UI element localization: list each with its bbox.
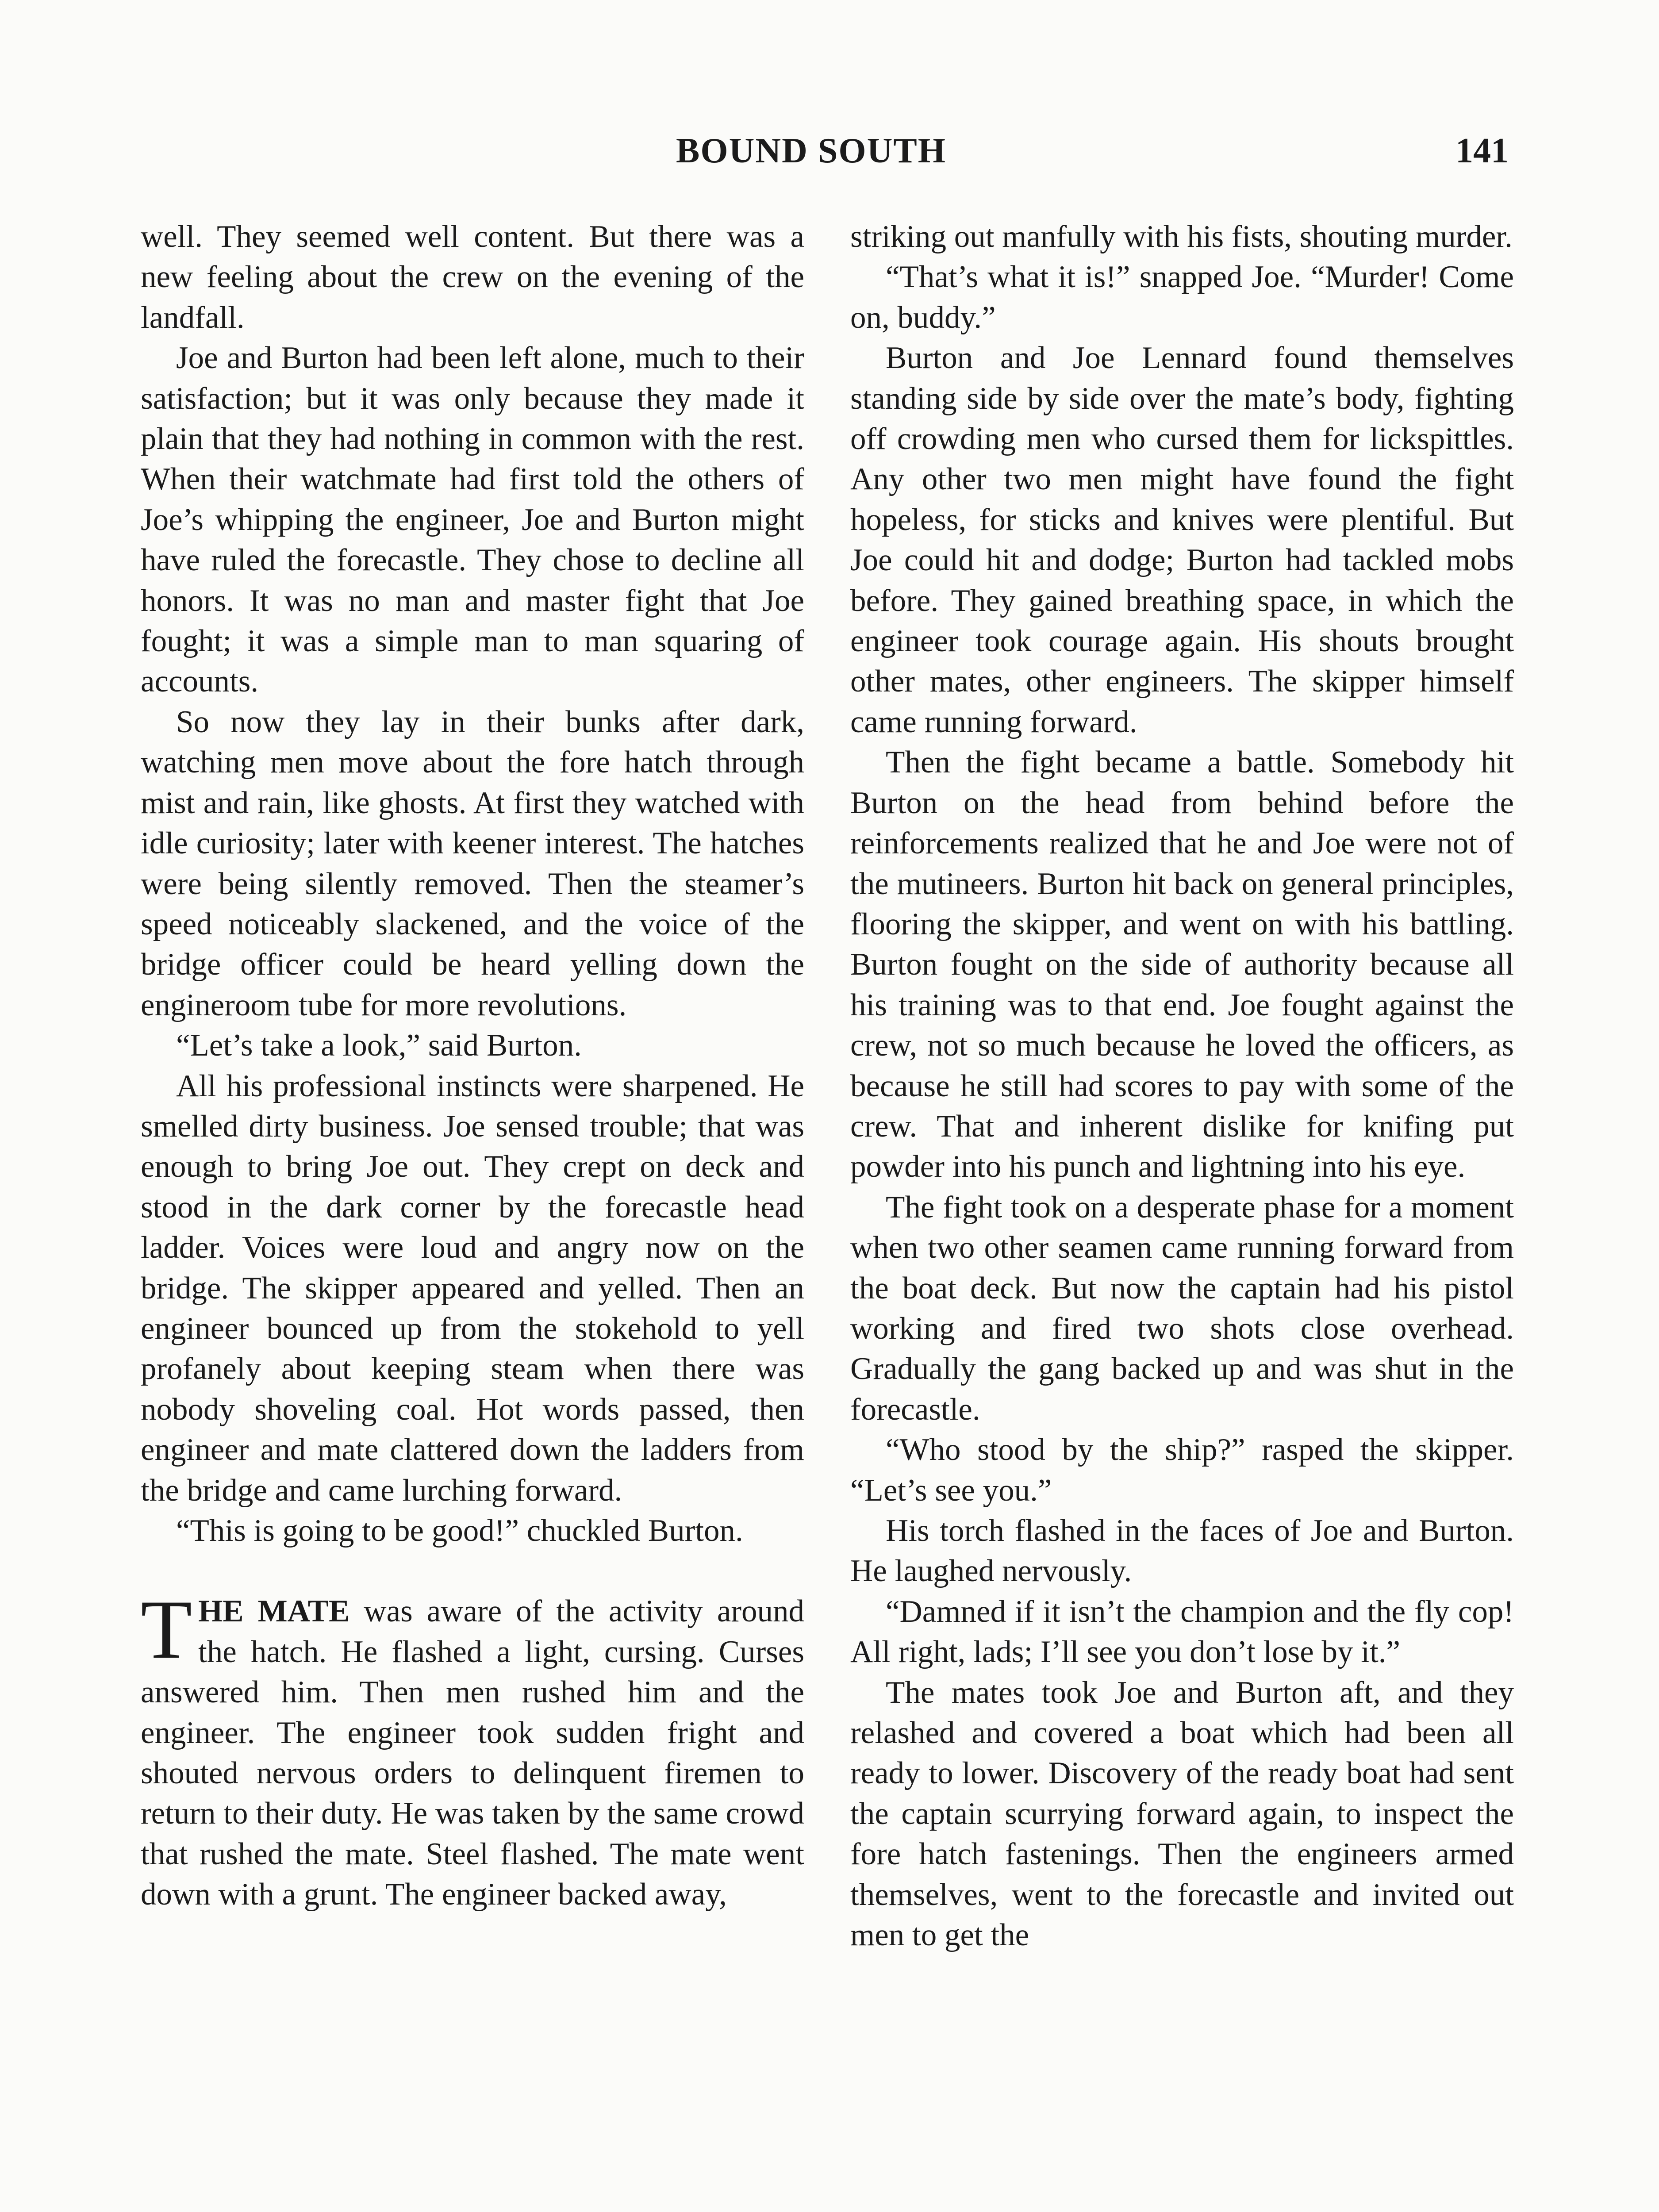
running-header (0, 131, 1659, 180)
paragraph: So now they lay in their bunks after dark, watching men move about the fore hatch through mist and rain, like ghosts. At first they watched with idle curiosity; later with keener interest. The hatches were being silently removed. Then the steamer’s speed noticeably slackened, and the voice of the bridge officer could be heard yelling down the engineroom tube for more revolutions. (141, 704, 804, 1022)
paragraph: “That’s what it is!” snapped Joe. “Murder! Come on, buddy.” (850, 260, 1514, 335)
section-opening-paragraph (141, 1583, 804, 1915)
paragraph: “Let’s take a look,” said Burton. (176, 1028, 582, 1063)
page-number: 141 (1455, 131, 1509, 170)
right-column (850, 217, 1514, 1955)
paragraph: Then the fight became a battle. Somebody hit Burton on the head from behind before the reinforcements realized that he and Joe were not of the mutineers. Burton hit back on general principles, flooring the skipper, and went on with his battling. Burton fought on the side of authority because all his training was to that end. Joe fought against the crew, not so much because he loved the officers, as because he still had scores to pay with some of the crew. That and inherent dislike for knifing put powder into his punch and lightning into his eye. (850, 745, 1514, 1184)
paragraph-text: was aware of the activity around the hatch. He flashed a light, cursing. Curses answered him. Then men rushed him and the engineer. The engineer took sudden fright and shouted nervous orders to delinquent firemen to return to their duty. He was taken by the same crowd that rushed the mate. Steel flashed. The mate went down with a grunt. The engineer backed away, (141, 1594, 804, 1912)
section-break (141, 1551, 804, 1591)
lead-in-words: HE MATE (198, 1594, 350, 1629)
paragraph: Joe and Burton had been left alone, much to their satisfaction; but it was only because they made it plain that they had nothing in common with the rest. When their watchmate had first told the others of Joe’s whipping the engineer, Joe and Burton might have ruled the forecastle. They chose to decline all honors. It was no man and master fight that Joe fought; it was a simple man to man squaring of accounts. (141, 341, 804, 699)
paragraph: The mates took Joe and Burton aft, and they relashed and covered a boat which had been all ready to lower. Discovery of the ready boat had sent the captain scurrying forward again, to inspect the fore hatch fastenings. Then the engineers armed themselves, went to the forecastle and invited out men to get the (850, 1675, 1514, 1953)
left-column (141, 217, 804, 1915)
paragraph: His torch flashed in the faces of Joe and Burton. He laughed nervously. (850, 1513, 1514, 1589)
drop-cap: T (141, 1583, 192, 1677)
paragraph: The fight took on a desperate phase for a moment when two other seamen came running forward from the boat deck. But now the captain had his pistol working and fired two shots close overhead. Gradually the gang backed up and was shut in the forecastle. (850, 1190, 1514, 1427)
paragraph: striking out manfully with his fists, shouting murder. (850, 219, 1513, 254)
paragraph: Burton and Joe Lennard found themselves standing side by side over the mate’s body, fighting off crowding men who cursed them for lickspittles. Any other two men might have found the fight hopeless, for sticks and knives were plentiful. But Joe could hit and dodge; Burton had tackled mobs before. They gained breathing space, in which the engineer took courage again. His shouts brought other mates, other engineers. The skipper himself came running forward. (850, 341, 1514, 739)
paragraph: “This is going to be good!” chuckled Burton. (176, 1513, 743, 1548)
paragraph: “Damned if it isn’t the champion and the fly cop! All right, lads; I’ll see you don’t lose by it.” (850, 1594, 1514, 1670)
paragraph: All his professional instincts were sharpened. He smelled dirty business. Joe sensed trouble; that was enough to bring Joe out. They crept on deck and stood in the dark corner by the forecastle head ladder. Voices were loud and angry now on the bridge. The skipper appeared and yelled. Then an engineer bounced up from the stokehold to yell profanely about keeping steam when there was nobody shoveling coal. Hot words passed, then engineer and mate clattered down the ladders from the bridge and came lurching forward. (141, 1068, 804, 1508)
paragraph: well. They seemed well content. But there was a new feeling about the crew on the evening of the landfall. (141, 219, 804, 335)
paragraph: “Who stood by the ship?” rasped the skipper. “Let’s see you.” (850, 1432, 1514, 1508)
running-title: BOUND SOUTH (676, 131, 946, 170)
